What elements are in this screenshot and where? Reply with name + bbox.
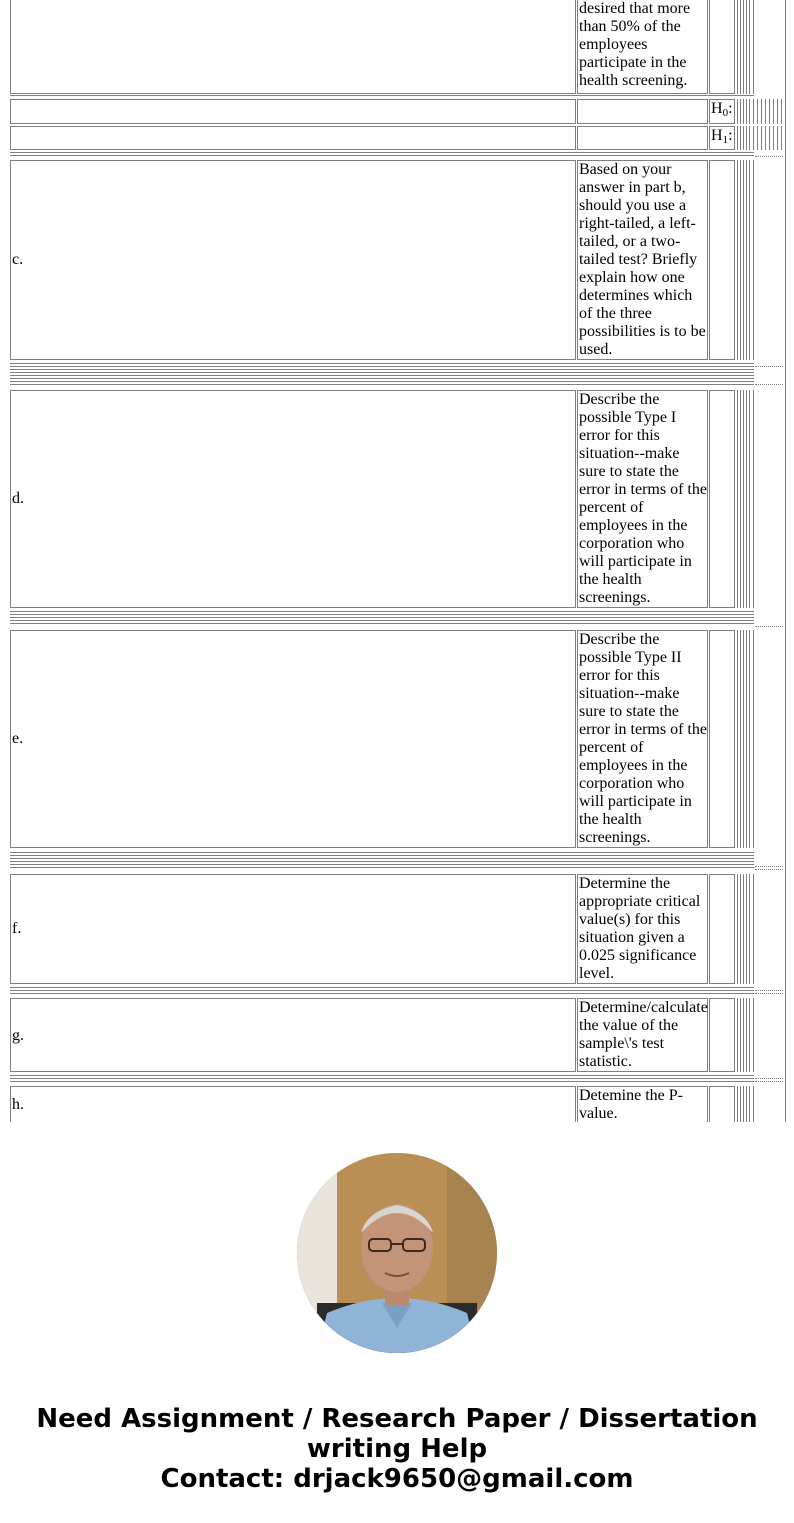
dotted-rule [755,384,783,386]
dotted-rule [755,869,783,871]
row-separator [10,1075,754,1084]
null-hypothesis-label: $H_0$: [711,100,733,119]
question-text: desired that more than 50% of the employees participate in the health screening. [579,0,691,89]
dotted-rule [755,993,783,995]
help-banner-line1: Need Assignment / Research Paper / Dissertation [36,1404,758,1434]
question-cell [577,1086,708,1122]
question-text: Determine/calculate the value of the sample\'s test statistic. [579,999,708,1070]
part-label: c. [12,251,24,268]
column-lines [737,1086,757,1122]
part-label: g. [12,1027,24,1044]
dotted-rule [755,866,783,868]
answer-cell [709,390,735,608]
row-separator [10,611,754,626]
label-cell [10,1086,576,1122]
question-cell [577,390,708,608]
answer-cell [709,160,735,360]
question-cell [577,0,708,94]
question-cell [577,99,708,124]
row-separator [10,152,754,158]
label-cell [10,0,576,94]
answer-cell [709,874,735,984]
question-text: Based on your answer in part b, should you use a right-tailed, a left-tailed, or a two-tailed test? Briefly explain how one determines which of the three possibilities is to be used. [579,161,706,358]
question-cell [577,160,708,360]
author-avatar [297,1153,497,1353]
question-cell [577,630,708,848]
answer-cell [709,998,735,1072]
table-border [785,0,786,1122]
column-lines [737,0,757,94]
question-text: Determine the appropriate critical value(s) for this situation given a 0.025 significance level. [579,875,701,982]
column-lines [737,874,757,984]
answer-cell [709,1086,735,1122]
dotted-rule [755,1081,783,1083]
dotted-rule [755,1078,783,1080]
alternative-hypothesis-label: $H_1$: [711,127,733,146]
help-banner-line2: writing Help [306,1434,488,1464]
label-cell [10,160,576,360]
dotted-rule [755,626,783,628]
answer-cell [709,0,735,94]
row-separator [10,852,754,870]
column-lines [737,630,757,848]
portrait-image [297,1153,497,1353]
part-label: f. [12,920,22,937]
column-lines [737,126,785,150]
answer-cell [709,630,735,848]
dotted-rule [755,366,783,368]
label-cell [10,874,576,984]
question-text: Detemine the P-value. [579,1087,683,1122]
part-label: h. [12,1096,24,1113]
row-separator [10,95,754,98]
question-cell [577,998,708,1072]
part-label: e. [12,730,24,747]
label-cell [10,99,576,124]
column-lines [737,99,785,124]
column-lines [737,160,757,360]
row-separator [10,987,754,996]
question-text: Describe the possible Type II error for this situation--make sure to state the error in terms of the percent of employees in the corporation who will participate in the health screenings. [579,631,707,846]
question-text: Describe the possible Type I error for this situation--make sure to state the error in terms of the percent of employees in the corporation who will participate in the health screenings. [579,391,707,606]
part-label: d. [12,490,24,507]
label-cell [10,998,576,1072]
column-lines [737,998,757,1072]
dotted-rule [755,156,783,158]
contact-email[interactable]: Contact: drjack9650@gmail.com [160,1464,634,1494]
question-cell [577,126,708,150]
row-separator [10,363,754,387]
column-lines [737,390,757,608]
label-cell [10,126,576,150]
question-cell [577,874,708,984]
label-cell [10,390,576,608]
dotted-rule [755,990,783,992]
label-cell [10,630,576,848]
